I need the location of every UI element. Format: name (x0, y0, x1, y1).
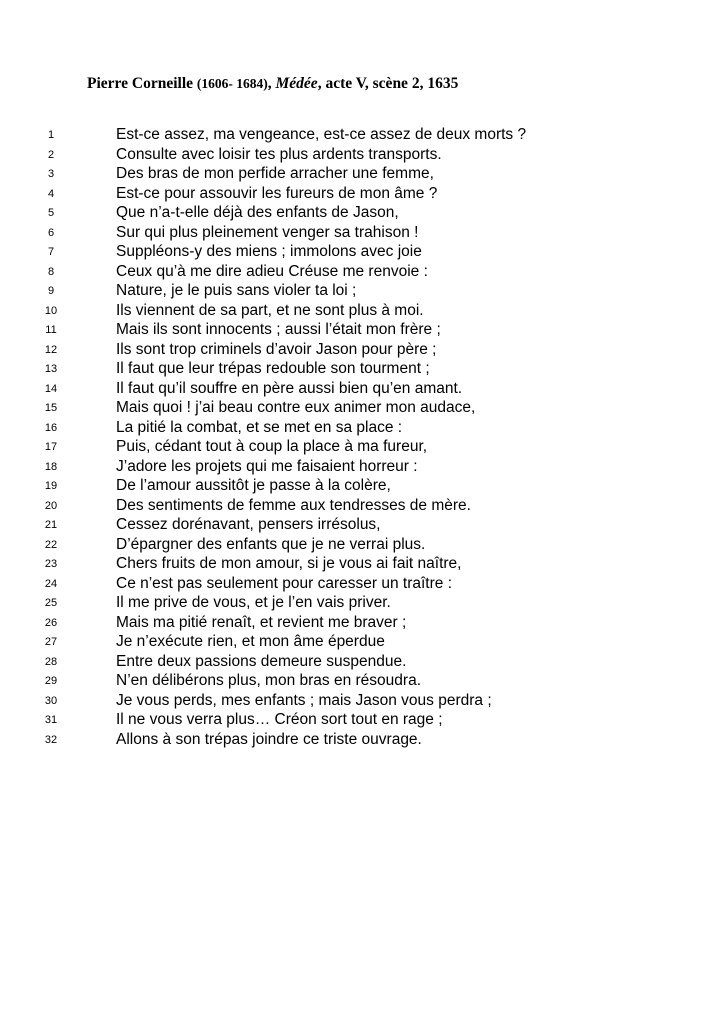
verse-text: Il me prive de vous, et je l’en vais priver. (116, 594, 391, 611)
poem-line (0, 613, 724, 633)
verse-text: Mais ma pitié renaît, et revient me braver ; (116, 613, 407, 631)
line-number: 20 (44, 499, 58, 512)
poem-line (0, 418, 724, 438)
verse-text: Consulte avec loisir tes plus ardents transports. (116, 145, 442, 163)
line-number: 5 (47, 207, 55, 219)
work-reference: , acte V, scène 2, 1635 (317, 75, 459, 92)
line-number: 7 (47, 246, 55, 258)
poem-line (0, 671, 724, 691)
verse-text: Ils viennent de sa part, et ne sont plus à moi. (116, 301, 424, 319)
verse-text: Cessez dorénavant, pensers irrésolus, (116, 516, 381, 533)
verse-text: Mais quoi ! j’ai beau contre eux animer mon audace, (116, 399, 476, 416)
line-number: 16 (44, 421, 58, 434)
poem-line (0, 164, 724, 184)
line-number: 25 (44, 597, 58, 609)
verse-text: Ceux qu’à me dire adieu Créuse me renvoie : (116, 262, 428, 280)
poem-line (0, 535, 724, 555)
verse-text: Ce n’est pas seulement pour caresser un traître : (116, 574, 452, 592)
poem-line (0, 457, 724, 477)
verse-text: Chers fruits de mon amour, si je vous ai fait naître, (116, 555, 462, 572)
verse-text: J’adore les projets qui me faisaient horreur : (116, 457, 418, 475)
line-number: 27 (44, 636, 58, 648)
poem-line (0, 262, 724, 282)
author-name: Pierre Corneille (87, 75, 194, 92)
line-number: 11 (45, 324, 57, 336)
line-number: 26 (44, 616, 58, 629)
document-title (87, 75, 458, 93)
poem-line (0, 379, 724, 399)
line-number: 12 (44, 343, 58, 356)
line-number: 30 (44, 694, 58, 707)
poem-line (0, 203, 724, 223)
line-number: 9 (47, 285, 55, 297)
line-number: 31 (44, 714, 58, 726)
verse-text: Est-ce assez, ma vengeance, est-ce assez de deux morts ? (116, 126, 527, 143)
poem-line (0, 145, 724, 165)
poem-line (0, 730, 724, 750)
verse-text: N’en délibérons plus, mon bras en résoudra. (116, 672, 422, 689)
poem-line (0, 125, 724, 145)
verse-text: Il faut qu’il souffre en père aussi bien qu’en amant. (116, 379, 463, 397)
verse-text: Suppléons-y des miens ; immolons avec joie (116, 243, 422, 260)
work-title: Médée (275, 75, 318, 92)
poem-line (0, 320, 724, 340)
line-number: 28 (44, 655, 58, 668)
verse-text: Je n’exécute rien, et mon âme éperdue (116, 633, 385, 650)
poem-line (0, 476, 724, 496)
line-number: 1 (47, 129, 55, 141)
verse-text: La pitié la combat, et se met en sa place : (116, 418, 403, 436)
line-number: 24 (44, 577, 58, 590)
poem-line (0, 184, 724, 204)
poem-line (0, 301, 724, 321)
poem-line (0, 359, 724, 379)
verse-text: Des bras de mon perfide arracher une femme, (116, 165, 434, 182)
verse-text: Ils sont trop criminels d’avoir Jason pour père ; (116, 340, 437, 358)
poem-line (0, 710, 724, 730)
verse-text: Nature, je le puis sans violer ta loi ; (116, 282, 357, 299)
line-number: 22 (44, 538, 58, 551)
poem-text (0, 125, 724, 749)
verse-text: Des sentiments de femme aux tendresses de mère. (116, 496, 471, 514)
line-number: 18 (44, 460, 58, 473)
poem-line (0, 340, 724, 360)
poem-line (0, 691, 724, 711)
verse-text: Il faut que leur trépas redouble son tourment ; (116, 360, 430, 377)
verse-text: Allons à son trépas joindre ce triste ouvrage. (116, 730, 422, 748)
verse-text: De l’amour aussitôt je passe à la colère, (116, 477, 391, 494)
author-dates: (1606- 1684) (196, 76, 268, 91)
poem-line (0, 574, 724, 594)
line-number: 6 (47, 226, 55, 239)
line-number: 13 (44, 363, 58, 375)
line-number: 29 (44, 675, 58, 687)
verse-text: Je vous perds, mes enfants ; mais Jason vous perdra ; (116, 691, 492, 709)
line-number: 3 (47, 168, 55, 180)
line-number: 4 (47, 187, 55, 200)
poem-line (0, 632, 724, 652)
poem-line (0, 437, 724, 457)
verse-text: Il ne vous verra plus… Créon sort tout en rage ; (116, 711, 443, 728)
poem-line (0, 398, 724, 418)
verse-text: D’épargner des enfants que je ne verrai plus. (116, 535, 426, 553)
verse-text: Puis, cédant tout à coup la place à ma fureur, (116, 438, 428, 455)
line-number: 23 (44, 558, 58, 570)
poem-line (0, 554, 724, 574)
line-number: 19 (44, 480, 58, 492)
poem-line (0, 242, 724, 262)
line-number: 21 (44, 519, 58, 531)
poem-line (0, 496, 724, 516)
line-number: 14 (44, 382, 58, 395)
line-number: 17 (44, 441, 58, 453)
verse-text: Mais ils sont innocents ; aussi l’était mon frère ; (116, 321, 441, 338)
poem-line (0, 223, 724, 243)
verse-text: Est-ce pour assouvir les fureurs de mon âme ? (116, 184, 438, 202)
line-number: 2 (47, 148, 55, 161)
verse-text: Entre deux passions demeure suspendue. (116, 652, 407, 670)
poem-line (0, 515, 724, 535)
line-number: 10 (44, 304, 58, 317)
title-separator: , (267, 75, 272, 92)
poem-line (0, 593, 724, 613)
verse-text: Que n’a-t-elle déjà des enfants de Jason, (116, 204, 399, 221)
poem-line (0, 281, 724, 301)
line-number: 8 (47, 265, 55, 278)
poem-line (0, 652, 724, 672)
line-number: 32 (44, 733, 58, 746)
verse-text: Sur qui plus pleinement venger sa trahison ! (116, 223, 419, 241)
line-number: 15 (44, 402, 58, 414)
